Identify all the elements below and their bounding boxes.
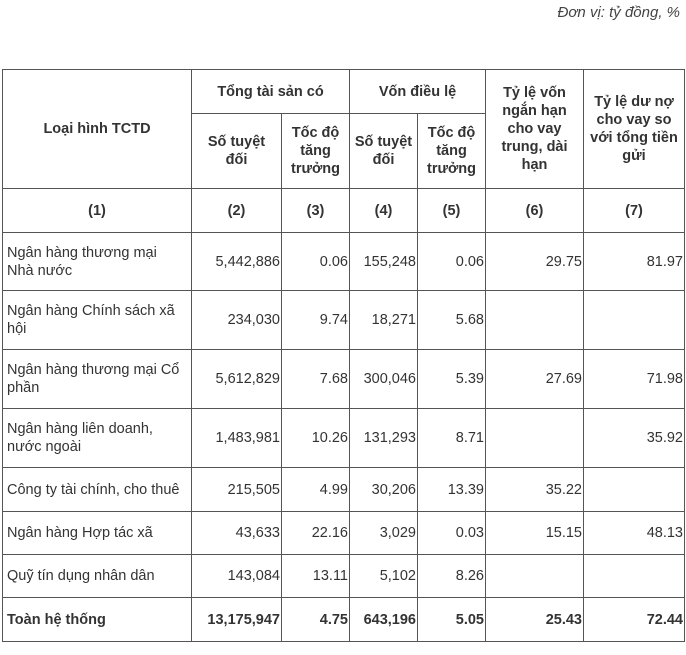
cell-loan-deposit-ratio: 48.13 bbox=[584, 512, 685, 555]
unit-note: Đơn vị: tỷ đồng, % bbox=[557, 4, 680, 21]
cell-short-term-ratio: 35.22 bbox=[486, 468, 584, 512]
cell-capital-growth: 8.26 bbox=[418, 555, 486, 598]
cell-capital-growth: 8.71 bbox=[418, 409, 486, 468]
row-name: Quỹ tín dụng nhân dân bbox=[3, 555, 192, 598]
cell-assets-growth: 13.11 bbox=[282, 555, 350, 598]
cell-assets-absolute: 215,505 bbox=[192, 468, 282, 512]
cell-assets-absolute: 1,483,981 bbox=[192, 409, 282, 468]
cell-loan-deposit-ratio bbox=[584, 555, 685, 598]
header-type: Loại hình TCTD bbox=[3, 70, 192, 189]
table-row bbox=[3, 468, 685, 512]
credit-institutions-table bbox=[2, 69, 685, 642]
table-row bbox=[3, 409, 685, 468]
header-assets-absolute: Số tuyệt đối bbox=[192, 114, 282, 189]
cell-capital-growth: 5.39 bbox=[418, 350, 486, 409]
cell-loan-deposit-ratio: 71.98 bbox=[584, 350, 685, 409]
index-cell: (3) bbox=[282, 189, 350, 233]
cell-capital-growth: 5.68 bbox=[418, 291, 486, 350]
cell-short-term-ratio: 27.69 bbox=[486, 350, 584, 409]
cell-assets-absolute: 5,612,829 bbox=[192, 350, 282, 409]
index-cell: (2) bbox=[192, 189, 282, 233]
row-name: Ngân hàng thương mại Nhà nước bbox=[3, 233, 192, 291]
cell-assets-absolute: 143,084 bbox=[192, 555, 282, 598]
cell-short-term-ratio bbox=[486, 291, 584, 350]
row-name: Ngân hàng thương mại Cổ phần bbox=[3, 350, 192, 409]
row-name: Ngân hàng Hợp tác xã bbox=[3, 512, 192, 555]
cell-assets-absolute: 5,442,886 bbox=[192, 233, 282, 291]
cell-capital-growth: 0.06 bbox=[418, 233, 486, 291]
total-capital-growth: 5.05 bbox=[418, 598, 486, 642]
cell-capital-absolute: 18,271 bbox=[350, 291, 418, 350]
table-row bbox=[3, 512, 685, 555]
cell-capital-absolute: 300,046 bbox=[350, 350, 418, 409]
cell-assets-growth: 4.99 bbox=[282, 468, 350, 512]
cell-capital-absolute: 5,102 bbox=[350, 555, 418, 598]
cell-capital-absolute: 30,206 bbox=[350, 468, 418, 512]
cell-assets-absolute: 43,633 bbox=[192, 512, 282, 555]
cell-assets-growth: 22.16 bbox=[282, 512, 350, 555]
cell-assets-absolute: 234,030 bbox=[192, 291, 282, 350]
total-assets-absolute: 13,175,947 bbox=[192, 598, 282, 642]
cell-capital-absolute: 131,293 bbox=[350, 409, 418, 468]
cell-capital-growth: 13.39 bbox=[418, 468, 486, 512]
total-row bbox=[3, 598, 685, 642]
cell-loan-deposit-ratio bbox=[584, 291, 685, 350]
cell-assets-growth: 7.68 bbox=[282, 350, 350, 409]
cell-capital-absolute: 3,029 bbox=[350, 512, 418, 555]
header-capital-absolute: Số tuyệt đối bbox=[350, 114, 418, 189]
cell-short-term-ratio bbox=[486, 555, 584, 598]
cell-short-term-ratio: 15.15 bbox=[486, 512, 584, 555]
table-row bbox=[3, 291, 685, 350]
cell-assets-growth: 0.06 bbox=[282, 233, 350, 291]
header-capital-growth: Tốc độ tăng trưởng bbox=[418, 114, 486, 189]
total-name: Toàn hệ thống bbox=[3, 598, 192, 642]
cell-short-term-ratio: 29.75 bbox=[486, 233, 584, 291]
total-capital-absolute: 643,196 bbox=[350, 598, 418, 642]
cell-assets-growth: 9.74 bbox=[282, 291, 350, 350]
index-cell: (1) bbox=[3, 189, 192, 233]
index-cell: (7) bbox=[584, 189, 685, 233]
table-row bbox=[3, 555, 685, 598]
cell-loan-deposit-ratio: 35.92 bbox=[584, 409, 685, 468]
cell-capital-growth: 0.03 bbox=[418, 512, 486, 555]
index-cell: (6) bbox=[486, 189, 584, 233]
cell-loan-deposit-ratio bbox=[584, 468, 685, 512]
header-short-term-ratio: Tỷ lệ vốn ngắn hạn cho vay trung, dài hạn bbox=[486, 70, 584, 189]
table-row bbox=[3, 233, 685, 291]
total-loan-deposit-ratio: 72.44 bbox=[584, 598, 685, 642]
table-row bbox=[3, 350, 685, 409]
header-loan-deposit-ratio: Tỷ lệ dư nợ cho vay so với tổng tiền gửi bbox=[584, 70, 685, 189]
cell-capital-absolute: 155,248 bbox=[350, 233, 418, 291]
index-cell: (4) bbox=[350, 189, 418, 233]
row-name: Ngân hàng liên doanh, nước ngoài bbox=[3, 409, 192, 468]
row-name: Công ty tài chính, cho thuê bbox=[3, 468, 192, 512]
cell-loan-deposit-ratio: 81.97 bbox=[584, 233, 685, 291]
header-charter-capital: Vốn điều lệ bbox=[350, 70, 486, 114]
header-assets-growth: Tốc độ tăng trưởng bbox=[282, 114, 350, 189]
total-short-term-ratio: 25.43 bbox=[486, 598, 584, 642]
row-name: Ngân hàng Chính sách xã hội bbox=[3, 291, 192, 350]
index-cell: (5) bbox=[418, 189, 486, 233]
total-assets-growth: 4.75 bbox=[282, 598, 350, 642]
cell-short-term-ratio bbox=[486, 409, 584, 468]
cell-assets-growth: 10.26 bbox=[282, 409, 350, 468]
header-total-assets: Tổng tài sản có bbox=[192, 70, 350, 114]
